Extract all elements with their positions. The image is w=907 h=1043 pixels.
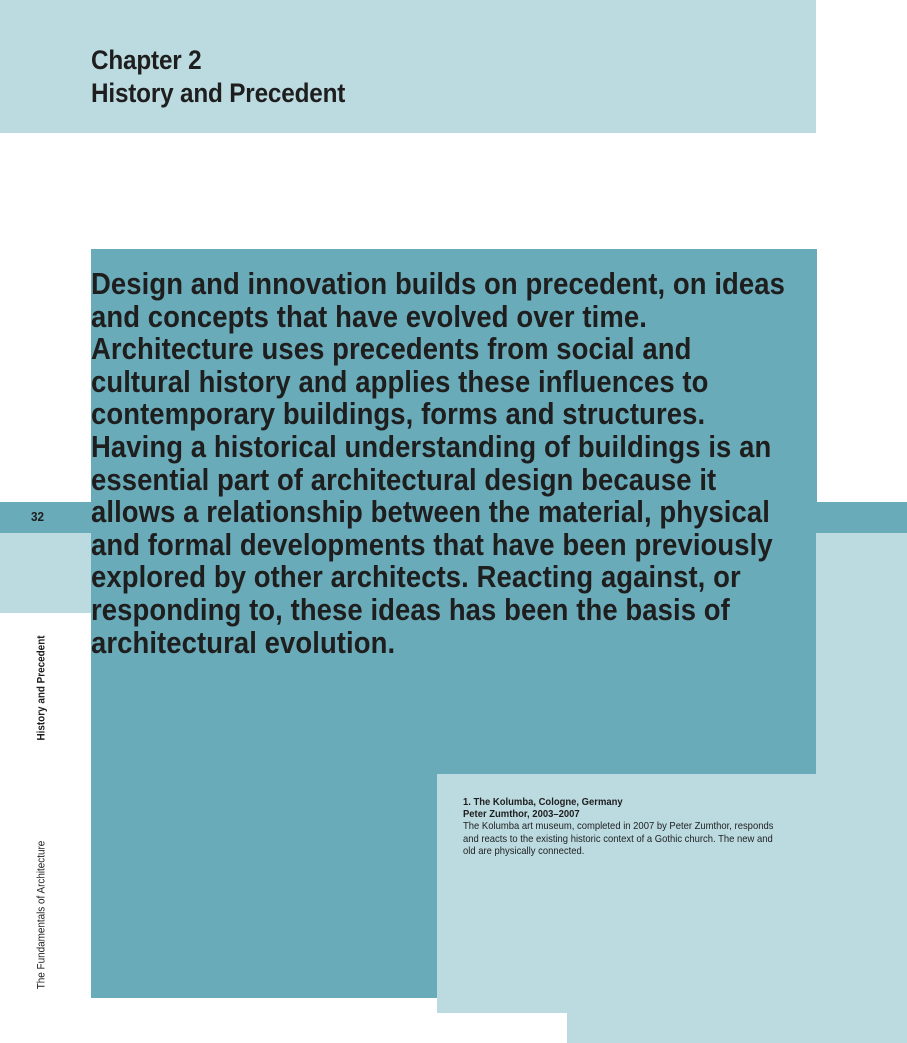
right-accent-column <box>816 533 907 1043</box>
caption-body: The Kolumba art museum, completed in 2007 by Peter Zumthor, responds and reacts to the existing historic context of a Gothic church. The new and old are physically connected. <box>463 820 774 857</box>
intro-paragraph: Design and innovation builds on precedent, on ideas and concepts that have evolved over time. Architecture uses precedents from social and cultural history and applies these influences to contemporary buildings, forms and structures. Having a historical understanding of buildings is an essential part of architectural design because it allows a relationship between the material, physical and formal developments that have been previously explored by other architects. Reacting against, or responding to, these ideas has been the basis of architectural evolution. <box>91 267 785 660</box>
running-book-title: The Fundamentals of Architecture <box>35 840 48 990</box>
right-edge-strip <box>816 502 907 533</box>
chapter-heading <box>91 44 345 110</box>
bottom-accent-block <box>567 1013 817 1043</box>
chapter-label: Chapter 2 <box>91 45 202 75</box>
page-number: 32 <box>31 509 45 524</box>
figure-caption <box>463 796 787 857</box>
caption-credit: Peter Zumthor, 2003–2007 <box>463 808 580 821</box>
left-accent-block <box>0 533 91 613</box>
caption-title: 1. The Kolumba, Cologne, Germany <box>463 796 623 808</box>
running-section-title: History and Precedent <box>35 635 48 741</box>
page-number-strip <box>0 502 91 533</box>
chapter-title: History and Precedent <box>91 78 346 108</box>
